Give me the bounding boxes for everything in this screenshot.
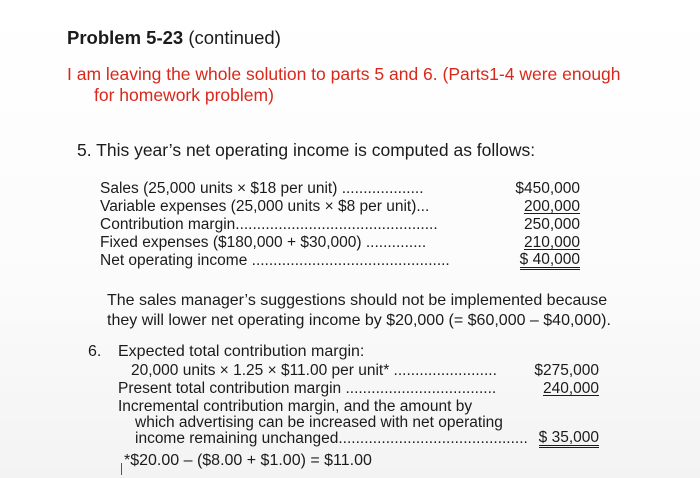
row-label: Net operating income .............................................. [100,252,450,269]
row-label: Present total contribution margin ................................... [118,380,497,397]
row-label: which advertising can be increased with net operating [135,414,503,431]
row-value: 210,000 [523,234,580,251]
part6-number: 6. [88,343,102,360]
part6-heading: Expected total contribution margin: [118,343,365,360]
row-value: $ 40,000 [519,251,580,268]
margin-mark [121,463,122,475]
row-value: $450,000 [515,180,580,197]
row-value: $275,000 [534,362,599,379]
title-continued: (continued) [183,27,281,48]
row-label: income remaining unchanged............................................ [135,430,528,447]
row-label: Fixed expenses ($180,000 + $30,000) .............. [100,234,427,251]
row-label: Sales (25,000 units × $18 per unit) ................... [100,180,424,197]
row-value: 240,000 [542,380,599,397]
instructor-note-line-1: I am leaving the whole solution to parts 5 and 6. (Parts1-4 were enough [67,64,621,84]
part6-footnote: *$20.00 – ($8.00 + $1.00) = $11.00 [124,452,372,469]
row-value: 200,000 [523,198,580,215]
problem-number: Problem 5-23 [67,27,184,48]
row-label: Variable expenses (25,000 units × $8 per unit)... [100,198,430,215]
row-value: 250,000 [523,216,580,233]
row-value: $ 35,000 [538,429,599,446]
row-label: Contribution margin............................................... [100,216,438,233]
row-label: Incremental contribution margin, and the amount by [118,398,473,415]
page-title [67,27,281,49]
instructor-note-line-2: for homework problem) [94,85,274,105]
row-label: 20,000 units × 1.25 × $11.00 per unit* ........................ [131,362,497,379]
part5-intro: 5. This year’s net operating income is computed as follows: [77,140,536,160]
part5-conclusion-line-2: they will lower net operating income by $20,000 (= $60,000 – $40,000). [107,312,611,329]
part5-conclusion-line-1: The sales manager’s suggestions should not be implemented because [107,292,608,309]
